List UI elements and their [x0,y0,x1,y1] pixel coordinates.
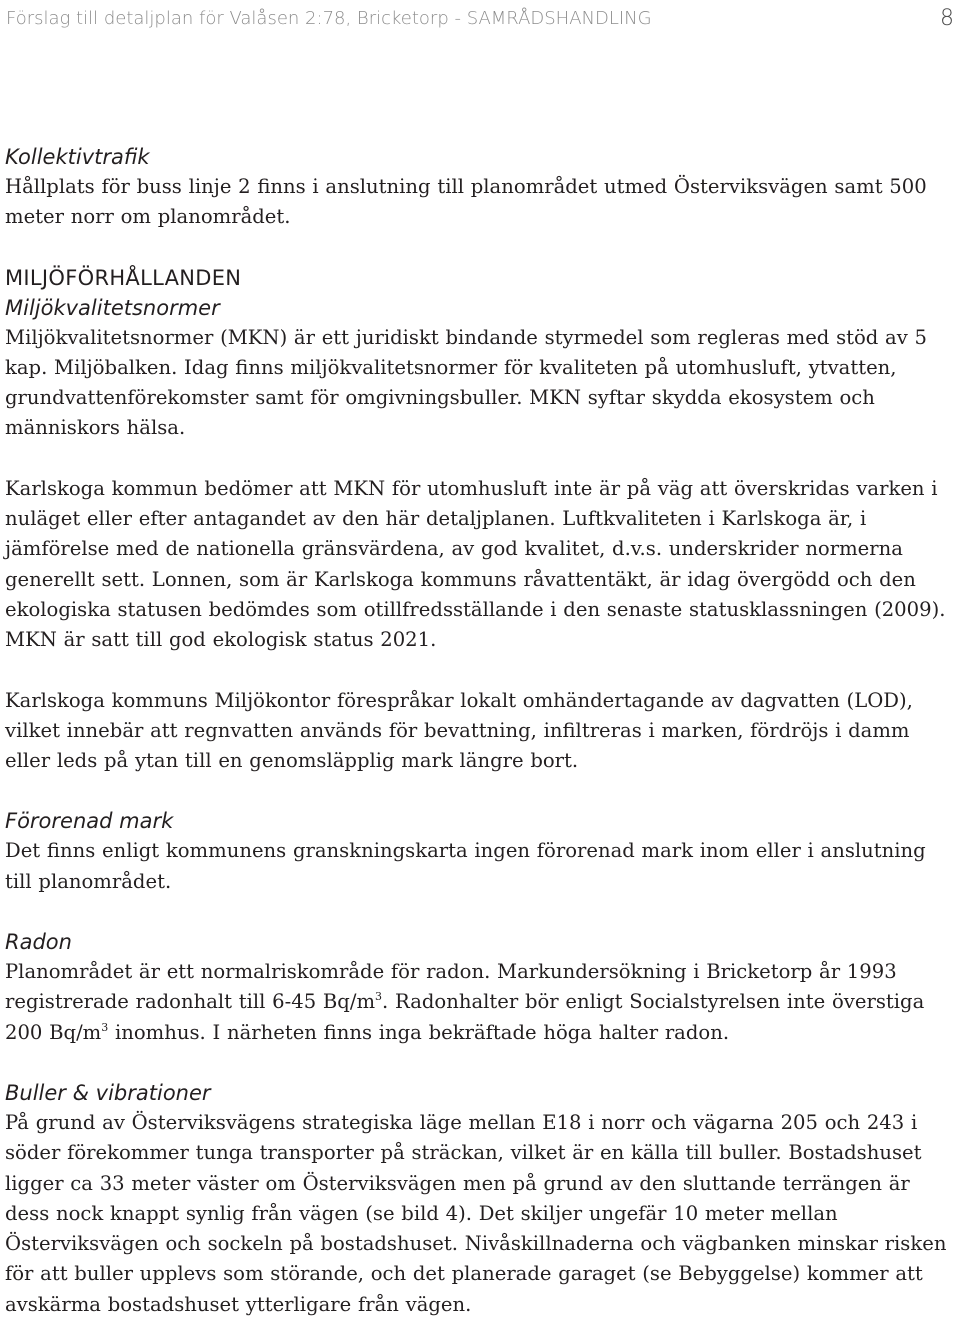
section-miljoforhallanden [5,263,957,777]
document-body [5,142,957,1320]
section-buller-vibrationer [5,1078,957,1320]
radon-text-2: . Radonhalter bör enligt Socialstyrelsen inte överstiga 200 Bq/m [5,990,925,1044]
section-heading-miljoforhallanden: MILJÖFÖRHÅLLANDEN [5,265,242,290]
superscript-3: 3 [101,1020,109,1034]
radon-text-3: inomhus. I närheten finns inga bekräftade höga halter radon. [108,1020,730,1044]
radon-text-1: Planområdet är ett normalriskområde för radon. Markundersökning i Bricketorp år 1993 registrerade radonhalt till 6-45 Bq/m [5,960,897,1014]
section-kollektivtrafik [5,142,957,233]
section-heading-radon: Radon [5,930,72,955]
superscript-3: 3 [375,990,383,1004]
document-title: Förslag till detaljplan för Valåsen 2:78, Bricketorp - SAMRÅDSHANDLING [6,7,652,29]
paragraph-radon [5,957,957,1048]
paragraph-mkn-bedomning: Karlskoga kommun bedömer att MKN för utomhusluft inte är på väg att överskridas varken i nuläget eller efter antagandet av den här detaljplanen. Luftkvaliteten i Karlskoga är, i jämförelse med de nationella gränsvärdena, av god kvalitet, d.v.s. underskrider normerna generellt sett. Lonnen, som är Karlskoga kommuns råvattentäkt, är idag övergödd och den ekologiska statusen bedömdes som otillfredsställande i den senaste statusklassningen (2009). MKN är satt till god ekologisk status 2021. [5,476,946,652]
subheading-miljokvalitetsnormer: Miljökvalitetsnormer [5,295,220,320]
paragraph-buller: På grund av Österviksvägens strategiska läge mellan E18 i norr och vägarna 205 och 243 i söder förekommer tunga transporter på sträckan, vilket är en källa till buller. Bostadshuset ligger ca 33 meter väster om Österviksvägen men på grund av den sluttande terrängen är dess nock knappt synlig från vägen (se bild 4). Det skiljer ungefär 10 meter mellan Österviksvägen och sockeln på bostadshuset. Nivåskillnaderna och vägbanken minskar risken för att buller upplevs som störande, och det planerade garaget (se Bebyggelse) kommer att avskärma bostadshuset ytterligare från vägen. [5,1110,947,1316]
section-radon [5,927,957,1048]
paragraph-fororenad-mark: Det finns enligt kommunens granskningskarta ingen förorenad mark inom eller i anslutning till planområdet. [5,839,926,893]
section-fororenad-mark [5,806,957,897]
section-heading-buller: Buller & vibrationer [5,1080,211,1105]
page-number: 8 [940,5,954,31]
section-heading-fororenad-mark: Förorenad mark [5,809,174,834]
paragraph-dagvatten: Karlskoga kommuns Miljökontor förespråkar lokalt omhändertagande av dagvatten (LOD), vilket innebär att regnvatten används för bevattning, infiltreras i marken, fördröjs i damm eller leds på ytan till en genomsläpplig mark längre bort. [5,688,913,773]
section-heading-kollektivtrafik: Kollektivtrafik [5,145,150,169]
paragraph-kollektivtrafik: Hållplats för buss linje 2 finns i anslutning till planområdet utmed Österviksvägen samt 500 meter norr om planområdet. [5,175,927,229]
page-header [6,4,954,32]
paragraph-mkn-intro: Miljökvalitetsnormer (MKN) är ett juridiskt bindande styrmedel som regleras med stöd av 5 kap. Miljöbalken. Idag finns miljökvalitetsnormer för kvaliteten på utomhusluft, ytvatten, grundvattenförekomster samt för omgivningsbuller. MKN syftar skydda ekosystem och människors hälsa. [5,325,928,440]
